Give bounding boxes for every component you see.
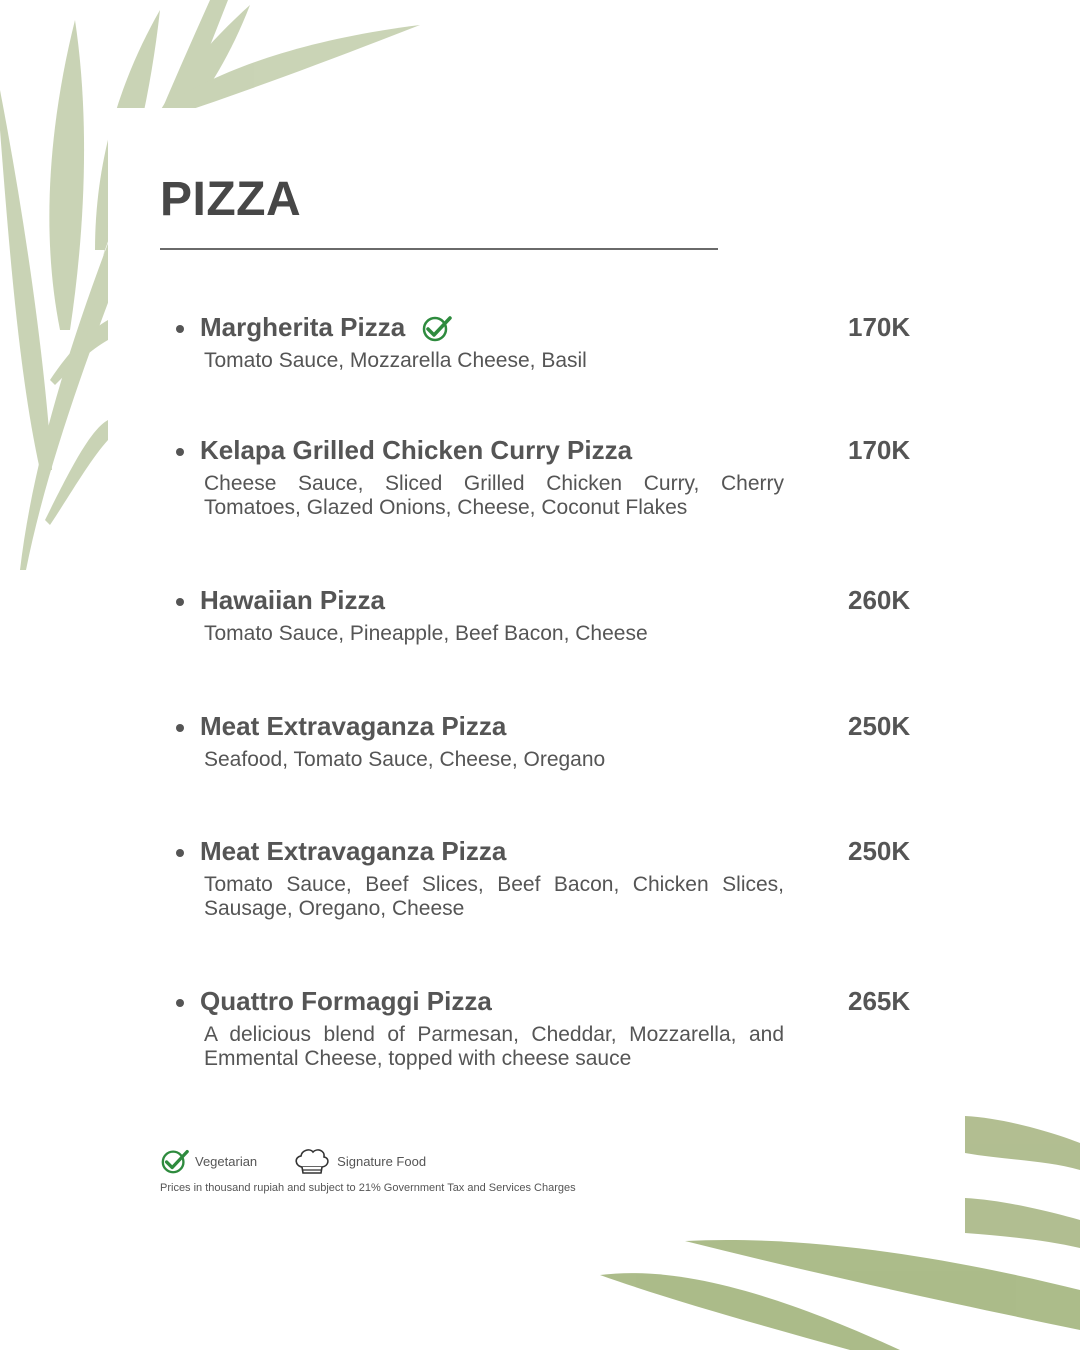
bullet-icon [176, 999, 184, 1007]
legend [160, 1147, 426, 1175]
leaf-decoration-bottom [600, 1235, 1080, 1350]
item-name: Meat Extravaganza Pizza [200, 711, 507, 741]
item-price: 250K [848, 836, 911, 866]
item-name: Meat Extravaganza Pizza [200, 836, 507, 866]
item-price: 250K [848, 711, 911, 741]
item-description: Tomato Sauce, Beef Slices, Beef Bacon, Chicken Slices, Sausage, Oregano, Cheese [204, 873, 784, 920]
item-price: 170K [848, 312, 911, 342]
legend-vegetarian-label: Vegetarian [195, 1153, 258, 1169]
item-name: Margherita Pizza [200, 312, 406, 342]
item-name: Quattro Formaggi Pizza [200, 986, 492, 1016]
vegetarian-check-icon [421, 314, 453, 342]
item-name: Kelapa Grilled Chicken Curry Pizza [200, 435, 633, 465]
bullet-icon [176, 849, 184, 857]
item-description: Tomato Sauce, Mozzarella Cheese, Basil [204, 349, 587, 372]
chef-hat-icon [293, 1147, 331, 1175]
item-description: Tomato Sauce, Pineapple, Beef Bacon, Cheese [204, 622, 648, 645]
item-price: 265K [848, 986, 911, 1016]
item-description: Cheese Sauce, Sliced Grilled Chicken Curry, Cherry Tomatoes, Glazed Onions, Cheese, Coconut Flakes [204, 472, 784, 519]
title-divider [160, 248, 718, 250]
price-footnote: Prices in thousand rupiah and subject to 21% Government Tax and Services Charges [160, 1182, 576, 1194]
legend-signature-label: Signature Food [337, 1153, 427, 1169]
bullet-icon [176, 325, 184, 333]
vegetarian-check-icon [160, 1147, 190, 1175]
item-description: A delicious blend of Parmesan, Cheddar, Mozzarella, and Emmental Cheese, topped with cheese sauce [204, 1023, 784, 1070]
item-price: 260K [848, 585, 911, 615]
page-title: PIZZA [160, 173, 302, 226]
bullet-icon [176, 724, 184, 732]
item-price: 170K [848, 435, 911, 465]
item-description: Seafood, Tomato Sauce, Cheese, Oregano [204, 748, 606, 771]
bullet-icon [176, 598, 184, 606]
item-name: Hawaiian Pizza [200, 585, 385, 615]
bullet-icon [176, 448, 184, 456]
